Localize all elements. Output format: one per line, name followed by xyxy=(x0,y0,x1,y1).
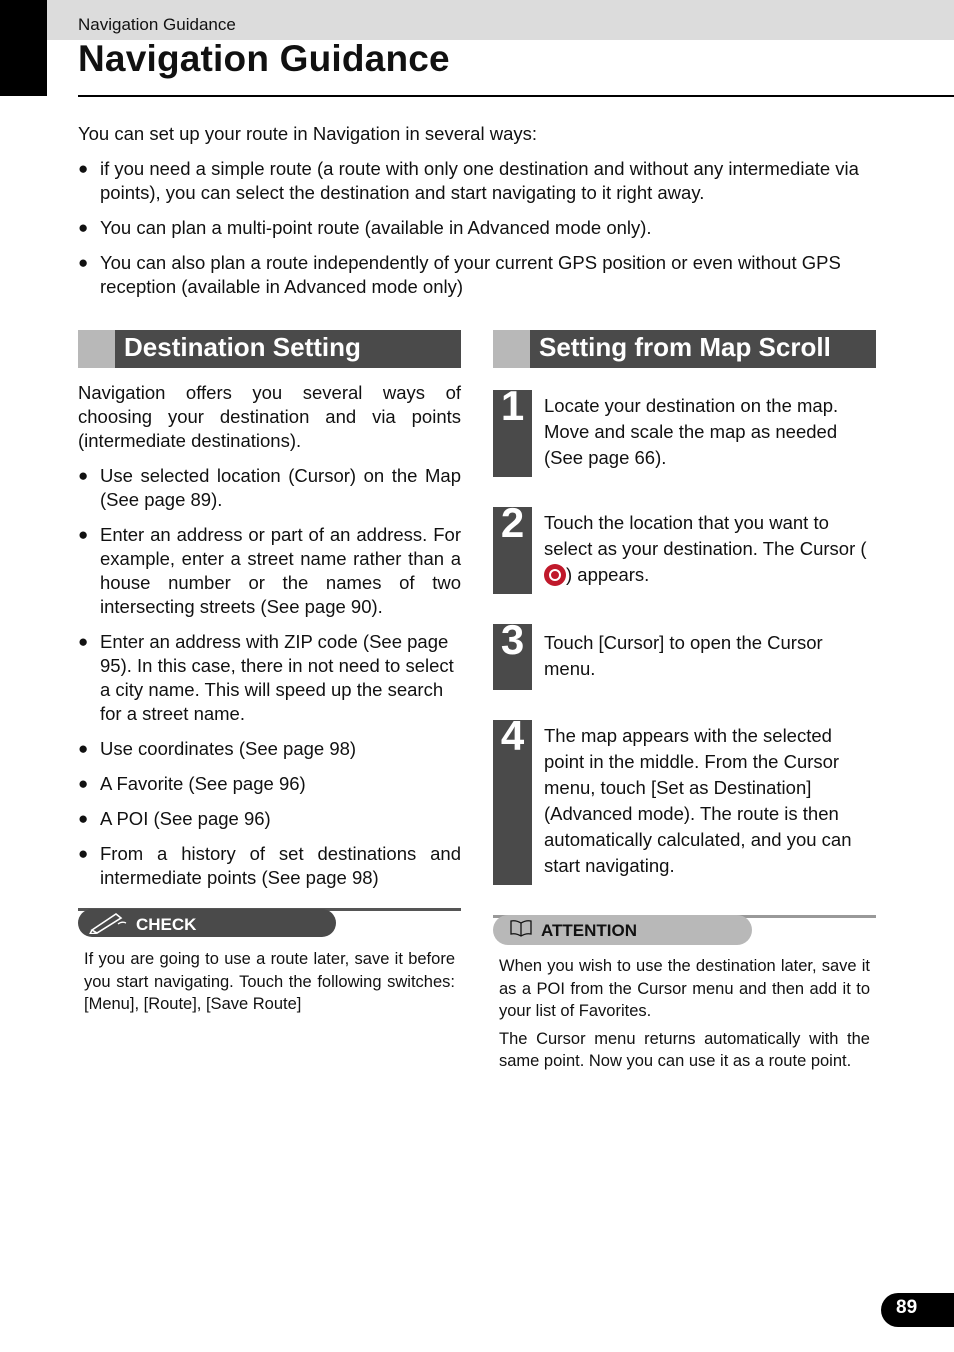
section-header-accent xyxy=(493,330,530,368)
bullet-icon: ● xyxy=(78,253,89,272)
intro-bullet xyxy=(78,216,878,240)
attention-callout-header xyxy=(493,915,876,945)
list-item-text: A Favorite (See page 96) xyxy=(100,773,306,794)
bullet-icon: ● xyxy=(78,774,89,793)
step-number: 2 xyxy=(493,507,532,594)
attention-text xyxy=(499,955,870,1073)
running-header xyxy=(47,0,954,40)
attention-paragraph: When you wish to use the destination later, save it as a POI from the Cursor menu and then add it to your list of Favorites. xyxy=(499,957,870,1020)
bullet-icon: ● xyxy=(78,218,89,237)
list-item xyxy=(78,772,461,796)
step-number: 1 xyxy=(493,390,532,477)
cursor-icon xyxy=(544,564,566,586)
step-text: Locate your destination on the map. Move and scale the map as needed (See page 66). xyxy=(544,395,839,468)
list-item xyxy=(78,464,461,512)
page-number: 89 xyxy=(896,1297,918,1318)
step-number: 3 xyxy=(493,624,532,690)
intro-lead: You can set up your route in Navigation in several ways: xyxy=(78,123,537,144)
list-item-text: Enter an address with ZIP code (See page 95). In this case, there in not need to select a city name. This will speed up the search for a street name. xyxy=(100,631,454,724)
list-item-text: Use selected location (Cursor) on the Map (See page 89). xyxy=(100,465,461,510)
list-item-text: Use coordinates (See page 98) xyxy=(100,738,357,759)
step-2 xyxy=(493,499,876,594)
title-rule xyxy=(78,95,954,97)
step-3 xyxy=(493,616,876,690)
map-scroll-section xyxy=(493,330,876,1078)
intro-bullet-text: You can plan a multi-point route (available in Advanced mode only). xyxy=(100,217,652,238)
bullet-icon: ● xyxy=(78,844,89,863)
check-callout-header xyxy=(78,908,461,938)
section-heading: Setting from Map Scroll xyxy=(539,332,831,362)
bullet-icon: ● xyxy=(78,632,89,651)
section-header xyxy=(493,330,876,368)
list-item xyxy=(78,737,461,761)
pencil-icon-svg xyxy=(88,910,128,934)
running-title: Navigation Guidance xyxy=(78,15,236,34)
section-lead: Navigation offers you several ways of choosing your destination and via points (intermediate destinations). xyxy=(78,382,461,451)
step-text-after: ) appears. xyxy=(566,564,650,585)
list-item xyxy=(78,842,461,890)
destination-setting-section xyxy=(78,330,461,1016)
attention-paragraph: The Cursor menu returns automatically with the same point. Now you can use it as a route point. xyxy=(499,1029,870,1070)
step-text-before: Touch the location that you want to select as your destination. The Cursor ( xyxy=(544,512,867,559)
page-title: Navigation Guidance xyxy=(78,38,450,79)
bullet-icon: ● xyxy=(78,809,89,828)
intro-bullet xyxy=(78,157,878,205)
bullet-icon: ● xyxy=(78,739,89,758)
section-heading: Destination Setting xyxy=(124,332,361,362)
intro-bullet-text: You can also plan a route independently of your current GPS position or even without GPS reception (available in Advanced mode only) xyxy=(100,252,841,297)
list-item xyxy=(78,807,461,831)
list-item-text: A POI (See page 96) xyxy=(100,808,271,829)
pencil-icon xyxy=(88,910,128,940)
list-item-text: Enter an address or part of an address. For example, enter a street name rather than a house number or the names of two intersecting streets (See page 90). xyxy=(100,524,461,617)
section-header xyxy=(78,330,461,368)
page-number-tab xyxy=(881,1293,954,1327)
bullet-icon: ● xyxy=(78,466,89,485)
step-text: Touch [Cursor] to open the Cursor menu. xyxy=(544,632,823,679)
section-header-accent xyxy=(78,330,115,368)
check-label: CHECK xyxy=(136,915,197,934)
intro-bullet xyxy=(78,251,878,299)
bullet-icon: ● xyxy=(78,525,89,544)
step-text xyxy=(532,507,876,594)
step-number: 4 xyxy=(493,720,532,885)
attention-label: ATTENTION xyxy=(541,921,638,940)
list-item-text: From a history of set destinations and intermediate points (See page 98) xyxy=(100,843,461,888)
step-text: The map appears with the selected point in the middle. From the Cursor menu, touch [Set as Destination] (Advanced mode). The route is then automatically calculated, and you can start navigating. xyxy=(544,725,852,876)
bullet-icon: ● xyxy=(78,159,89,178)
step-4 xyxy=(493,712,876,885)
step-1 xyxy=(493,382,876,477)
intro xyxy=(78,122,878,310)
book-icon-svg xyxy=(509,919,533,937)
chapter-tab xyxy=(0,0,47,96)
book-icon xyxy=(509,919,533,944)
check-text: If you are going to use a route later, save it before you start navigating. Touch the following switches: [Menu], [Route], [Save Route] xyxy=(84,950,455,1013)
list-item xyxy=(78,523,461,619)
intro-bullet-text: if you need a simple route (a route with only one destination and without any intermediate via points), you can select the destination and start navigating to it right away. xyxy=(100,158,859,203)
list-item xyxy=(78,630,461,726)
